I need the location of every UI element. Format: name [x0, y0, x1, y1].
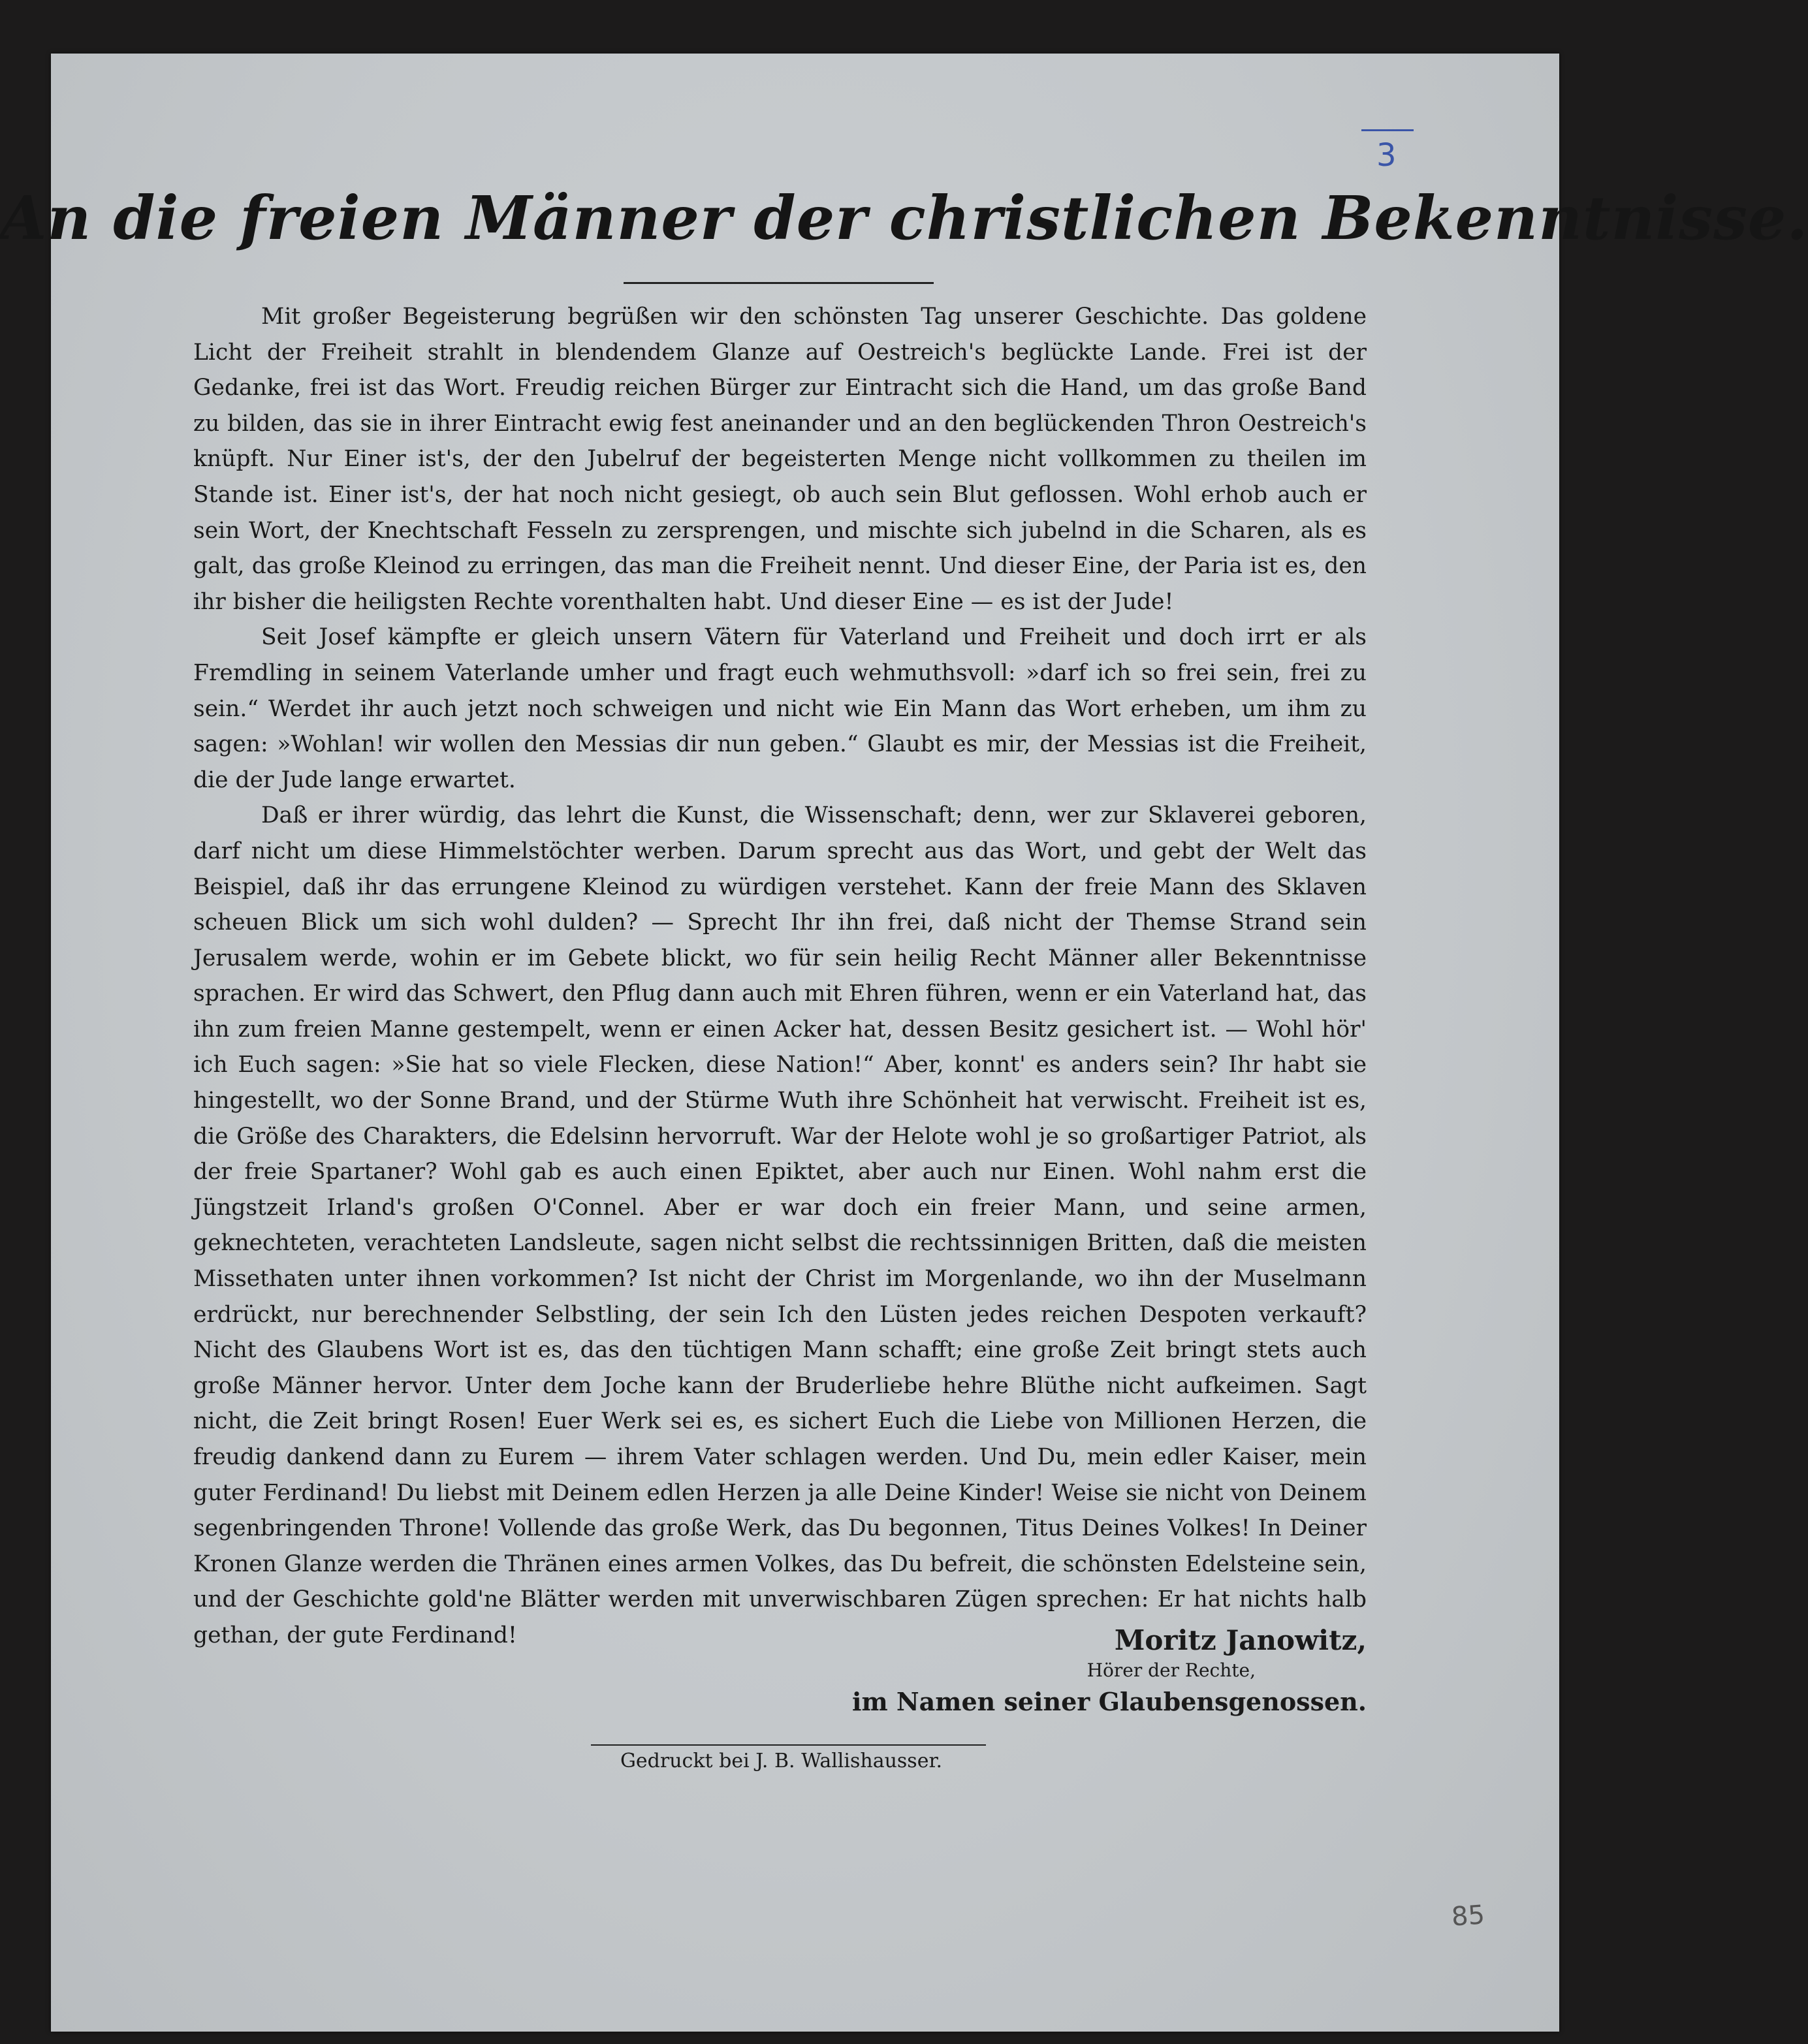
annotation-underline: [1361, 129, 1414, 131]
paragraph-2: Seit Josef kämpfte er gleich unsern Vätern für Vaterland und Freiheit und doch irrt er als Fremdling in seinem Vaterlande umher und fragt euch wehmuthsvoll: »darf ich so frei sein, frei zu sein.“ Werdet ihr auch jetzt noch schweigen und nicht wie Ein Mann das Wort erheben, um ihm zu sagen: »Wohlan! wir wollen den Messias dir nun geben.“ Glaubt es mir, der Messias ist die Freiheit, die der Jude lange erwartet.: [193, 624, 1367, 793]
body-text: [193, 299, 1367, 1654]
signature-behalf: im Namen seiner Glaubensgenossen.: [852, 1687, 1367, 1716]
paragraph-3: Daß er ihrer würdig, das lehrt die Kunst, die Wissenschaft; denn, wer zur Sklaverei geboren, darf nicht um diese Himmelstöchter werben. Darum sprecht aus das Wort, und gebt der Welt das Beispiel, daß ihr das errungene Kleinod zu würdigen verstehet. Kann der freie Mann des Sklaven scheuen Blick um sich wohl dulden? — Sprecht Ihr ihn frei, daß nicht der Themse Strand sein Jerusalem werde, wohin er im Gebete blickt, wo für sein heilig Recht Männer aller Bekenntnisse sprachen. Er wird das Schwert, den Pflug dann auch mit Ehren führen, wenn er ein Vaterland hat, das ihn zum freien Manne gestempelt, wenn er einen Acker hat, dessen Besitz gesichert ist. — Wohl hör' ich Euch sagen: »Sie hat so viele Flecken, diese Nation!“ Aber, konnt' es anders sein? Ihr habt sie hingestellt, wo der Sonne Brand, und der Stürme Wuth ihre Schönheit hat verwischt. Freiheit ist es, die Größe des Charakters, die Edelsinn hervorruft. War der Helote wohl je so großartiger Patriot, als der freie Spartaner? Wohl gab es auch einen Epiktet, aber auch nur Einen. Wohl nahm erst die Jüngstzeit Irland's großen O'Connel. Aber er war doch ein freier Mann, und seine armen, geknechteten, verachteten Landsleute, sagen nicht selbst die rechtssinnigen Britten, daß die meisten Missethaten unter ihnen vorkommen? Ist nicht der Christ im Morgenlande, wo ihn der Muselmann erdrückt, nur berechnender Selbstling, der sein Ich den Lüsten jedes reichen Despoten verkauft? Nicht des Glaubens Wort ist es, das den tüchtigen Mann schafft; eine große Zeit bringt stets auch große Männer hervor. Unter dem Joche kann der Bruderliebe hehre Blüthe nicht aufkeimen. Sagt nicht, die Zeit bringt Rosen! Euer Werk sei es, es sichert Euch die Liebe von Millionen Herzen, die freudig dankend dann zu Eurem — ihrem Vater schlagen werden. Und Du, mein edler Kaiser, mein guter Ferdinand! Du liebst mit Deinem edlen Herzen ja alle Deine Kinder! Weise sie nicht von Deinem segenbringenden Throne! Vollende das große Werk, das Du begonnen, Titus Deines Volkes! In Deiner Kronen Glanze werden die Thränen eines armen Volkes, das Du befreit, die schönsten Edelsteine sein, und der Geschichte gold'ne Blätter werden mit unverwischbaren Zügen sprechen: Er hat nichts halb gethan, der gute Ferdinand!: [193, 802, 1367, 1648]
document-title: An die freien Männer der christlichen Bekenntnisse.: [0, 183, 1808, 253]
archive-number-annotation: 3: [1376, 137, 1397, 174]
page-number-annotation: 85: [1450, 1900, 1486, 1932]
signature-role: Hörer der Rechte,: [1086, 1659, 1256, 1681]
signature-name: Moritz Janowitz,: [1114, 1624, 1367, 1656]
signature-block: [779, 1623, 1367, 1721]
paragraph-1: Mit großer Begeisterung begrüßen wir den schönsten Tag unserer Geschichte. Das goldene Licht der Freiheit strahlt in blendendem Glanze auf Oestreich's beglückte Lande. Frei ist der Gedanke, frei ist das Wort. Freudig reichen Bürger zur Eintracht sich die Hand, um das große Band zu bilden, das sie in ihrer Eintracht ewig fest aneinander und an den beglückenden Thron Oestreich's knüpft. Nur Einer ist's, der den Jubelruf der begeisterten Menge nicht vollkommen zu theilen im Stande ist. Einer ist's, der hat noch nicht gesiegt, ob auch sein Blut geflossen. Wohl erhob auch er sein Wort, der Knechtschaft Fesseln zu zersprengen, und mischte sich jubelnd in die Scharen, als es galt, das große Kleinod zu erringen, das man die Freiheit nennt. Und dieser Eine, der Paria ist es, den ihr bisher die heiligsten Rechte vorenthalten habt. Und dieser Eine — es ist der Jude!: [193, 304, 1367, 615]
footer-divider: [591, 1744, 986, 1746]
printer-imprint: Gedruckt bei J. B. Wallishausser.: [620, 1750, 943, 1772]
title-divider: [624, 282, 934, 284]
